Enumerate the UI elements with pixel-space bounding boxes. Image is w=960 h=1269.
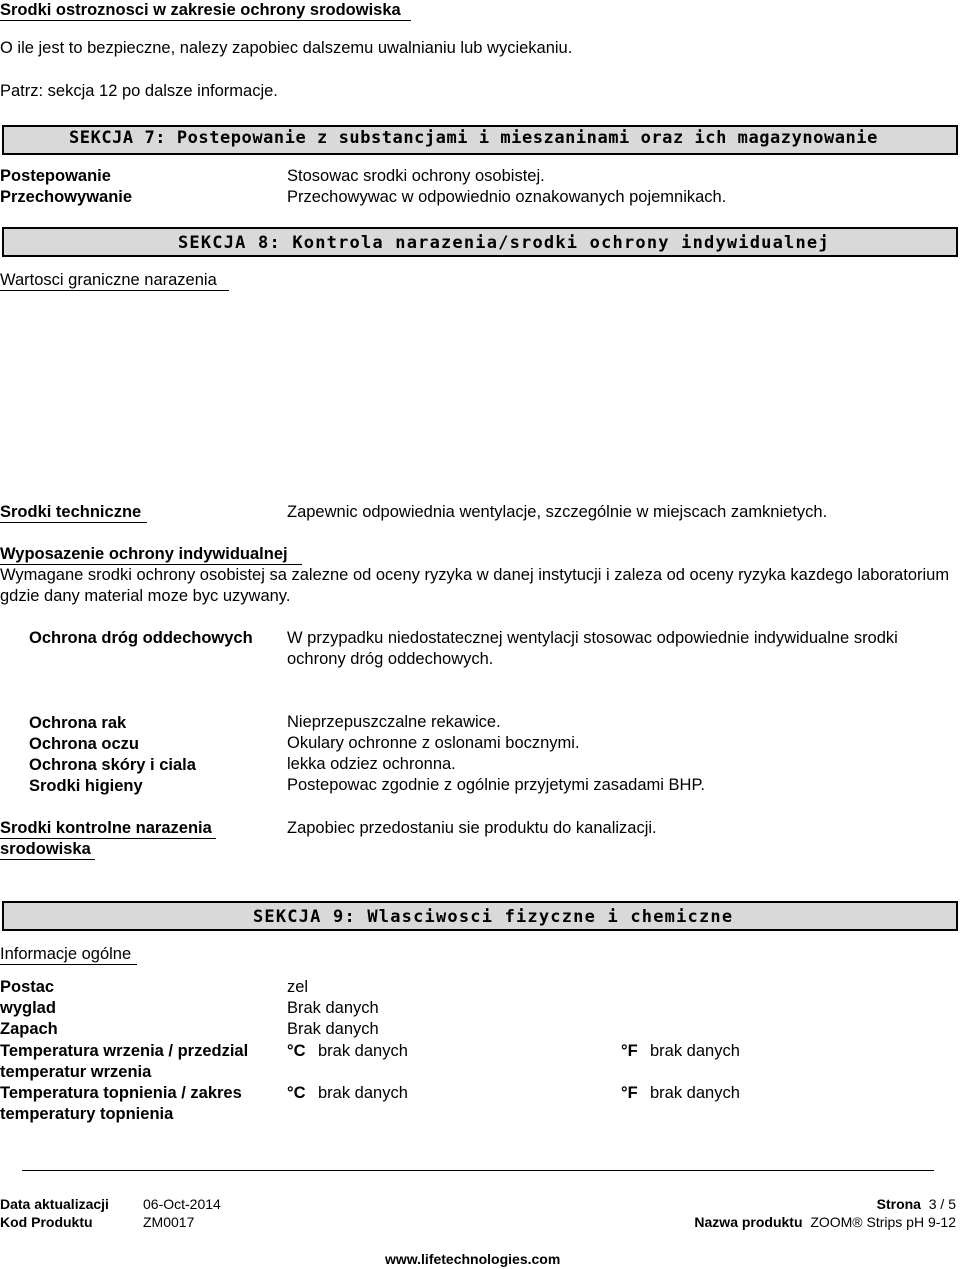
boiling-point-value-c: brak danych xyxy=(318,1042,408,1060)
appearance-value: Brak danych xyxy=(287,999,379,1017)
revision-date-value: 06-Oct-2014 xyxy=(143,1196,221,1212)
env-precautions-heading: Srodki ostroznosci w zakresie ochrony srodowiska xyxy=(0,0,411,21)
boiling-point-label-1: Temperatura wrzenia / przedzial xyxy=(0,1042,249,1060)
odor-value: Brak danych xyxy=(287,1020,379,1038)
physical-state-label: Postac xyxy=(0,978,55,996)
odor-label: Zapach xyxy=(0,1020,58,1038)
eye-protection-label: Ochrona oczu xyxy=(29,735,140,753)
engineering-controls-value: Zapewnic odpowiednia wentylacje, szczególnie w miejscach zamknietych. xyxy=(287,503,828,521)
ppe-text: Wymagane srodki ochrony osobistej sa zalezne od oceny ryzyka w danej instytucji i zaleza od oceny ryzyka kazdego laboratorium gdzie dany material moze byc uzywany. xyxy=(0,566,950,605)
appearance-label: wyglad xyxy=(0,999,56,1017)
hand-protection-value: Nieprzepuszczalne rekawice. xyxy=(287,713,501,731)
eye-protection-value: Okulary ochronne z oslonami bocznymi. xyxy=(287,734,580,752)
env-precautions-text-1: O ile jest to bezpieczne, nalezy zapobiec dalszemu uwalnianiu lub wyciekaniu. xyxy=(0,39,573,57)
page-label: Strona xyxy=(876,1196,921,1212)
product-code-value: ZM0017 xyxy=(143,1214,195,1230)
hand-protection-label: Ochrona rak xyxy=(29,714,127,732)
skin-protection-value: lekka odziez ochronna. xyxy=(287,755,456,773)
revision-date-label: Data aktualizacji xyxy=(0,1196,109,1212)
physical-state-value: zel xyxy=(287,978,309,996)
storage-value: Przechowywac w odpowiednio oznakowanych pojemnikach. xyxy=(287,188,727,206)
section-9-title: SEKCJA 9: Wlasciwosci fizyczne i chemiczne xyxy=(253,907,734,927)
footer-divider xyxy=(22,1170,934,1171)
boiling-point-unit-c: °C xyxy=(287,1042,306,1060)
section-7-title: SEKCJA 7: Postepowanie z substancjami i mieszaninami oraz ich magazynowanie xyxy=(69,128,878,148)
boiling-point-label-2: temperatur wrzenia xyxy=(0,1063,152,1081)
storage-label: Przechowywanie xyxy=(0,188,133,206)
page-number xyxy=(877,1196,956,1213)
melting-point-value-f: brak danych xyxy=(650,1084,740,1102)
website-link[interactable]: www.lifetechnologies.com xyxy=(385,1251,561,1267)
handling-value: Stosowac srodki ochrony osobistej. xyxy=(287,167,545,185)
product-name-label: Nazwa produktu xyxy=(694,1214,803,1230)
product-code-label: Kod Produktu xyxy=(0,1214,93,1230)
hygiene-measures-value: Postepowac zgodnie z ogólnie przyjetymi zasadami BHP. xyxy=(287,776,705,794)
env-exposure-controls-label-2: srodowiska xyxy=(0,839,95,860)
melting-point-label-1: Temperatura topnienia / zakres xyxy=(0,1084,242,1102)
melting-point-label-2: temperatury topnienia xyxy=(0,1105,174,1123)
boiling-point-unit-f: °F xyxy=(621,1042,638,1060)
engineering-controls-label: Srodki techniczne xyxy=(0,502,147,523)
boiling-point-value-f: brak danych xyxy=(650,1042,740,1060)
hygiene-measures-label: Srodki higieny xyxy=(29,777,143,795)
ppe-label: Wyposazenie ochrony indywidualnej xyxy=(0,544,302,565)
env-exposure-controls-value: Zapobiec przedostaniu sie produktu do kanalizacji. xyxy=(287,819,657,837)
exposure-limits-label: Wartosci graniczne narazenia xyxy=(0,270,229,291)
melting-point-unit-c: °C xyxy=(287,1084,306,1102)
melting-point-unit-f: °F xyxy=(621,1084,638,1102)
product-name xyxy=(694,1214,956,1231)
respiratory-protection-label: Ochrona dróg oddechowych xyxy=(29,629,253,647)
env-precautions-text-2: Patrz: sekcja 12 po dalsze informacje. xyxy=(0,82,278,100)
general-info-label: Informacje ogólne xyxy=(0,944,137,965)
product-name-value: ZOOM® Strips pH 9-12 xyxy=(810,1214,956,1230)
page-value: 3 / 5 xyxy=(928,1196,956,1212)
section-8-title: SEKCJA 8: Kontrola narazenia/srodki ochrony indywidualnej xyxy=(178,233,830,253)
env-exposure-controls-label-1: Srodki kontrolne narazenia xyxy=(0,818,216,839)
melting-point-value-c: brak danych xyxy=(318,1084,408,1102)
skin-protection-label: Ochrona skóry i ciala xyxy=(29,756,196,774)
respiratory-protection-value: W przypadku niedostatecznej wentylacji stosowac odpowiednie indywidualne srodki ochrony dróg oddechowych. xyxy=(287,629,898,668)
handling-label: Postepowanie xyxy=(0,167,111,185)
